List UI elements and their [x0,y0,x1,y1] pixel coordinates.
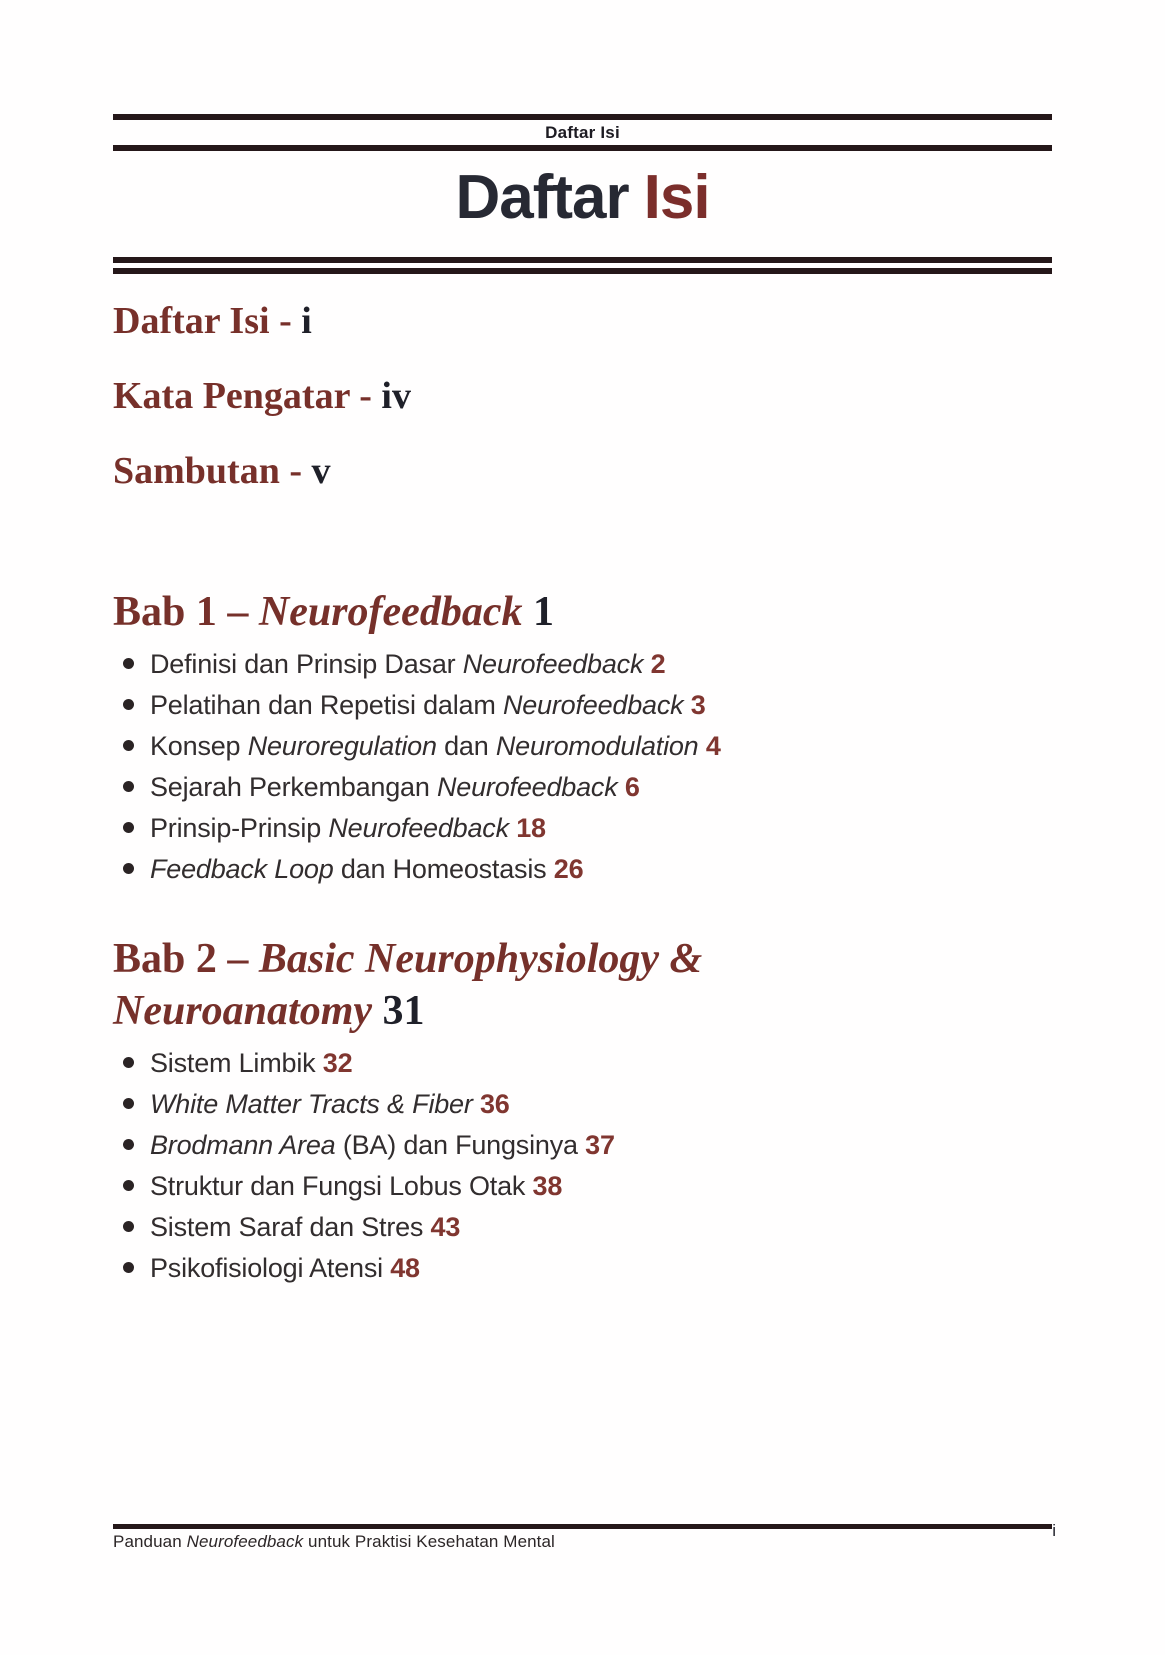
toc-item [113,1172,1052,1200]
bullet-icon [123,1262,134,1273]
toc-item [113,732,1052,760]
front-link-page: i [301,300,312,342]
bullet-icon [123,1098,134,1109]
plain-text: Sistem Saraf dan Stres [150,1212,424,1242]
toc-item [113,1049,1052,1077]
toc-item-page-number: 3 [690,690,706,720]
italic-text: Neurofeedback [328,813,509,843]
page-header [113,114,1052,151]
toc-item-page-number: 2 [650,649,666,679]
bullet-icon [123,1180,134,1191]
toc-item-page-number: 48 [390,1253,420,1283]
toc-item-page-number: 43 [430,1212,461,1242]
header-bottom-rule [113,145,1052,151]
chapter [113,933,1052,1282]
toc-item [113,691,1052,719]
toc-item [113,814,1052,842]
toc-item [113,1254,1052,1282]
bullet-icon [123,1057,134,1068]
chapter-prefix: Bab 1 – [113,589,259,635]
bullet-icon [123,658,134,669]
bullet-icon [123,740,134,751]
bullet-icon [123,699,134,710]
italic-text: Neuromodulation [495,731,699,761]
toc-list [113,650,1052,883]
italic-text: Neuroregulation [247,731,437,761]
toc-item-page-number: 4 [705,731,721,761]
page-title-word-dark: Daftar [455,163,629,232]
chapter-title [113,933,903,1037]
front-links [113,296,1052,496]
italic-text: Brodmann Area [150,1130,336,1160]
chapter-page-number: 1 [532,589,554,635]
toc-item [113,650,1052,678]
toc-item [113,1213,1052,1241]
footer-book-title [113,1532,1052,1552]
italic-text: Basic Neurophysiology & Neuroanatomy [113,936,703,1034]
bullet-icon [123,863,134,874]
running-header-label: Daftar Isi [545,123,620,142]
bullet-icon [123,822,134,833]
page-footer [113,1521,1056,1552]
toc-item [113,773,1052,801]
toc-item [113,855,1052,883]
plain-text: Sistem Limbik [150,1048,316,1078]
plain-text: Definisi dan Prinsip Dasar [150,649,463,679]
front-link-label: Kata Pengatar - [113,375,382,417]
front-link-page: iv [381,375,411,417]
plain-text: Pelatihan dan Repetisi dalam [150,690,503,720]
italic-text: Neurofeedback [437,772,618,802]
chapter-title [113,586,903,638]
chapter-prefix: Bab 2 – [113,936,259,982]
front-link [113,371,1052,421]
plain-text: Sejarah Perkembangan [150,772,437,802]
toc-list [113,1049,1052,1282]
toc-item [113,1090,1052,1118]
toc-item-page-number: 6 [624,772,640,802]
toc-item-page-number: 38 [532,1171,563,1201]
italic-text: Neurofeedback [502,690,684,720]
plain-text: dan Homeostasis [333,854,547,884]
bullet-icon [123,1221,134,1232]
italic-text: Neurofeedback [258,589,523,635]
front-link-label: Sambutan - [113,450,312,492]
toc-item-page-number: 37 [585,1130,615,1160]
footer-rule [113,1524,1052,1529]
chapter-list [113,586,1052,1282]
plain-text: Prinsip-Prinsip [150,813,329,843]
chapter [113,586,1052,883]
bullet-icon [123,1139,134,1150]
page-title [113,159,1052,237]
bullet-icon [123,781,134,792]
title-divider-rule [113,257,1052,274]
toc-item-page-number: 32 [322,1048,353,1078]
page-title-word-maroon: Isi [643,163,710,232]
front-link-page: v [311,450,331,492]
plain-text: Konsep [150,731,248,761]
toc-item-page-number: 36 [479,1089,510,1119]
plain-text: (BA) dan Fungsinya [335,1130,578,1160]
plain-text: dan [436,731,496,761]
plain-text: untuk Praktisi Kesehatan Mental [303,1532,555,1551]
italic-text: White Matter Tracts & Fiber [150,1089,473,1119]
plain-text: Struktur dan Fungsi Lobus Otak [150,1171,526,1201]
italic-text: Feedback Loop [150,854,334,884]
footer-page-number: i [1052,1521,1056,1540]
front-link-label: Daftar Isi - [113,300,302,342]
toc-item-page-number: 26 [553,854,584,884]
front-link [113,296,1052,346]
plain-text: Psikofisiologi Atensi [150,1253,383,1283]
chapter-page-number: 31 [382,988,425,1034]
toc-item-page-number: 18 [516,813,546,843]
italic-text: Neurofeedback [186,1532,304,1551]
italic-text: Neurofeedback [462,649,644,679]
plain-text: Panduan [113,1532,187,1551]
front-link [113,446,1052,496]
toc-item [113,1131,1052,1159]
